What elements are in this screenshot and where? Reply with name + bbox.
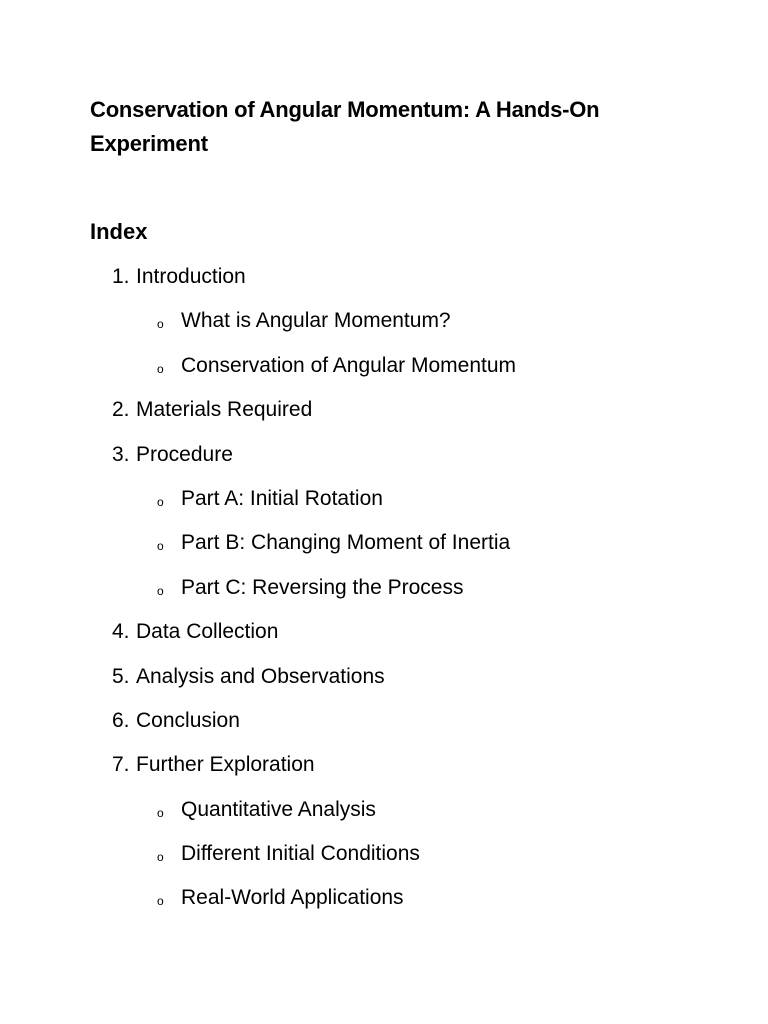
toc-subitem-label: What is Angular Momentum? (181, 309, 451, 333)
toc-item (0, 703, 768, 747)
toc-subitem (0, 836, 768, 880)
toc-item-label: Introduction (136, 265, 246, 288)
hollow-bullet-icon: o (157, 494, 164, 509)
toc-item (0, 437, 768, 481)
toc-item-number: 1. (112, 265, 130, 288)
toc-subitem-label: Conservation of Angular Momentum (181, 353, 517, 377)
toc-subitem-label: Real-World Applications (181, 886, 404, 910)
toc-subitem-label: Part A: Initial Rotation (181, 486, 383, 510)
toc-item-label: Further Exploration (136, 753, 315, 777)
toc-item-number: 7. (112, 753, 130, 777)
toc-item (0, 259, 768, 303)
toc-item (0, 747, 768, 791)
toc-subitem-label: Quantitative Analysis (181, 797, 376, 821)
hollow-bullet-icon: o (157, 583, 164, 598)
hollow-bullet-icon: o (157, 361, 164, 376)
toc-item-number: 3. (112, 442, 130, 466)
toc-item (0, 614, 768, 658)
hollow-bullet-icon: o (157, 805, 164, 820)
toc-subitem (0, 525, 768, 569)
toc-item-label: Data Collection (136, 620, 279, 644)
hollow-bullet-icon: o (157, 539, 164, 554)
toc-item-number: 2. (112, 398, 130, 422)
index-heading: Index (90, 219, 148, 244)
toc-subitem (0, 303, 768, 347)
table-of-contents (0, 259, 768, 925)
toc-subitem (0, 570, 768, 614)
hollow-bullet-icon: o (157, 850, 164, 865)
toc-subitem (0, 792, 768, 836)
toc-item-number: 5. (112, 664, 130, 688)
toc-item-label: Procedure (136, 442, 233, 466)
toc-item-number: 6. (112, 708, 130, 732)
toc-subitem (0, 481, 768, 525)
toc-subitem-label: Part C: Reversing the Process (181, 575, 464, 599)
document-title: Conservation of Angular Momentum: A Hands-On Experiment (90, 97, 600, 156)
toc-item-label: Analysis and Observations (136, 664, 385, 688)
toc-subitem (0, 880, 768, 924)
hollow-bullet-icon: o (157, 894, 164, 909)
toc-item-label: Materials Required (136, 398, 313, 422)
toc-subitem (0, 348, 768, 392)
toc-item (0, 392, 768, 436)
toc-subitem-label: Different Initial Conditions (181, 842, 420, 866)
toc-subitem-label: Part B: Changing Moment of Inertia (181, 531, 511, 555)
toc-item-number: 4. (112, 620, 130, 644)
hollow-bullet-icon: o (157, 317, 164, 332)
toc-item (0, 659, 768, 703)
toc-item-label: Conclusion (136, 708, 240, 732)
